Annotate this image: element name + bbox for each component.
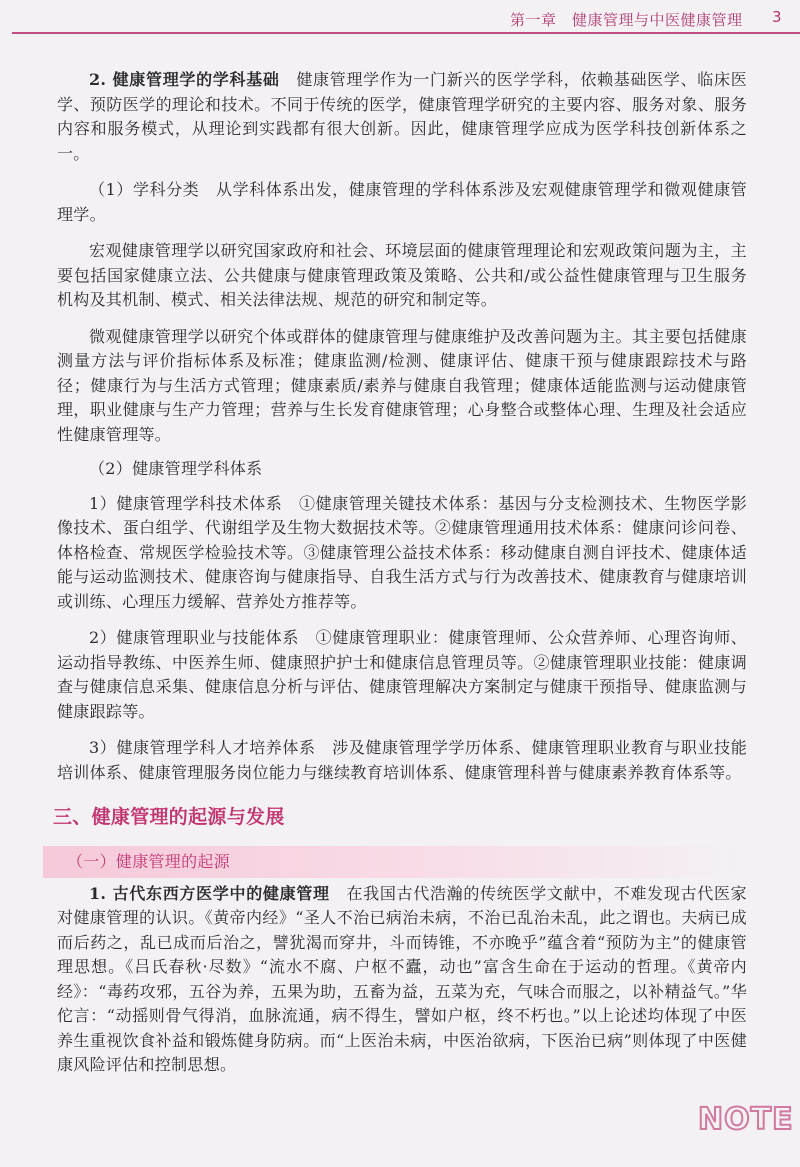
chapter-title: 第一章 健康管理与中医健康管理	[510, 11, 743, 29]
paragraph-text: 健康管理学作为一门新兴的医学学科，依赖基础医学、临床医学、预防医学的理论和技术。不同于传统的医学，健康管理学研究的主要内容、服务对象、服务内容和服务模式，从理论到实践都有很大创新。因此，健康管理学应成为医学科技创新体系之一。	[57, 70, 747, 163]
paragraph-academic-foundation	[57, 68, 747, 166]
paragraph-ancient-medicine	[57, 882, 747, 1078]
paragraph-text: 在我国古代浩瀚的传统医学文献中，不难发现古代医家对健康管理的认识。《黄帝内经》“圣人不治已病治未病，不治已乱治未乱，此之谓也。夫病已成而后药之，乱已成而后治之，譬犹渴而穿井，斗而铸锥，不亦晚乎”蕴含着“预防为主”的健康管理思想。《吕氏春秋·尽数》“流水不腐、户枢不蠹，动也”富含生命在于运动的哲理。《黄帝内经》：“毒药攻邪，五谷为养，五果为助，五畜为益，五菜为充，气味合而服之，以补精益气。”华佗言：“动摇则骨气得消，血脉流通，病不得生，譬如户枢，终不朽也。”以上论述均体现了中医养生重视饮食补益和锻炼健身防病。而“上医治未病，中医治欲病，下医治已病”则体现了中医健康风险评估和控制思想。	[57, 883, 747, 1074]
paragraph-heading: （1）学科分类	[89, 180, 200, 199]
subsection-heading: （一）健康管理的起源	[43, 846, 749, 878]
section-heading: 三、健康管理的起源与发展	[53, 806, 285, 828]
paragraph-heading: 1. 古代东西方医学中的健康管理	[89, 883, 330, 903]
paragraph-talent-system: 3）健康管理学科人才培养体系 涉及健康管理学学历体系、健康管理职业教育与职业技能培训体系、健康管理服务岗位能力与继续教育培训体系、健康管理科普与健康素养教育体系等。	[57, 738, 747, 782]
note-watermark: NOTE	[698, 1102, 794, 1137]
paragraph-micro-health-management: 微观健康管理学以研究个体或群体的健康管理与健康维护及改善问题为主。其主要包括健康测量方法与评价指标体系及标准；健康监测/检测、健康评估、健康干预与健康跟踪技术与路径；健康行为与生活方式管理；健康素质/素养与健康自我管理；健康体适能监测与运动健康管理，职业健康与生产力管理；营养与生长发育健康管理；心身整合或整体心理、生理及社会适应性健康管理等。	[57, 326, 747, 444]
page-number: 3	[772, 8, 782, 26]
paragraph-heading: 2. 健康管理学的学科基础	[89, 70, 280, 89]
paragraph-occupation-system: 2）健康管理职业与技能体系 ①健康管理职业：健康管理师、公众营养师、心理咨询师、运动指导教练、中医养生师、健康照护护士和健康信息管理员等。②健康管理职业技能：健康调查与健康信息采集、健康信息分析与评估、健康管理解决方案制定与健康干预指导、健康监测与健康跟踪等。	[57, 628, 747, 721]
paragraph-discipline-classification	[57, 178, 747, 227]
page-body	[53, 68, 747, 1090]
subheading-discipline-system: （2）健康管理学科体系	[89, 459, 263, 478]
paragraph-text: 从学科体系出发，健康管理的学科体系涉及宏观健康管理学和微观健康管理学。	[57, 180, 747, 224]
paragraph-technology-system: 1）健康管理学科技术体系 ①健康管理关键技术体系：基因与分支检测技术、生物医学影像技术、蛋白组学、代谢组学及生物大数据技术等。②健康管理通用技术体系：健康问诊问卷、体格检查、常规医学检验技术等。③健康管理公益技术体系：移动健康自测自评技术、健康体适能与运动监测技术、健康咨询与健康指导、自我生活方式与行为改善技术、健康教育与健康培训或训练、心理压力缓解、营养处方推荐等。	[57, 493, 747, 611]
paragraph-macro-health-management: 宏观健康管理学以研究国家政府和社会、环境层面的健康管理理论和宏观政策问题为主，主要包括国家健康立法、公共健康与健康管理政策及策略、公共和/或公益性健康管理与卫生服务机构及其机制、模式、相关法律法规、规范的研究和制定等。	[57, 241, 747, 309]
running-header	[0, 0, 800, 34]
header-divider	[12, 32, 800, 34]
